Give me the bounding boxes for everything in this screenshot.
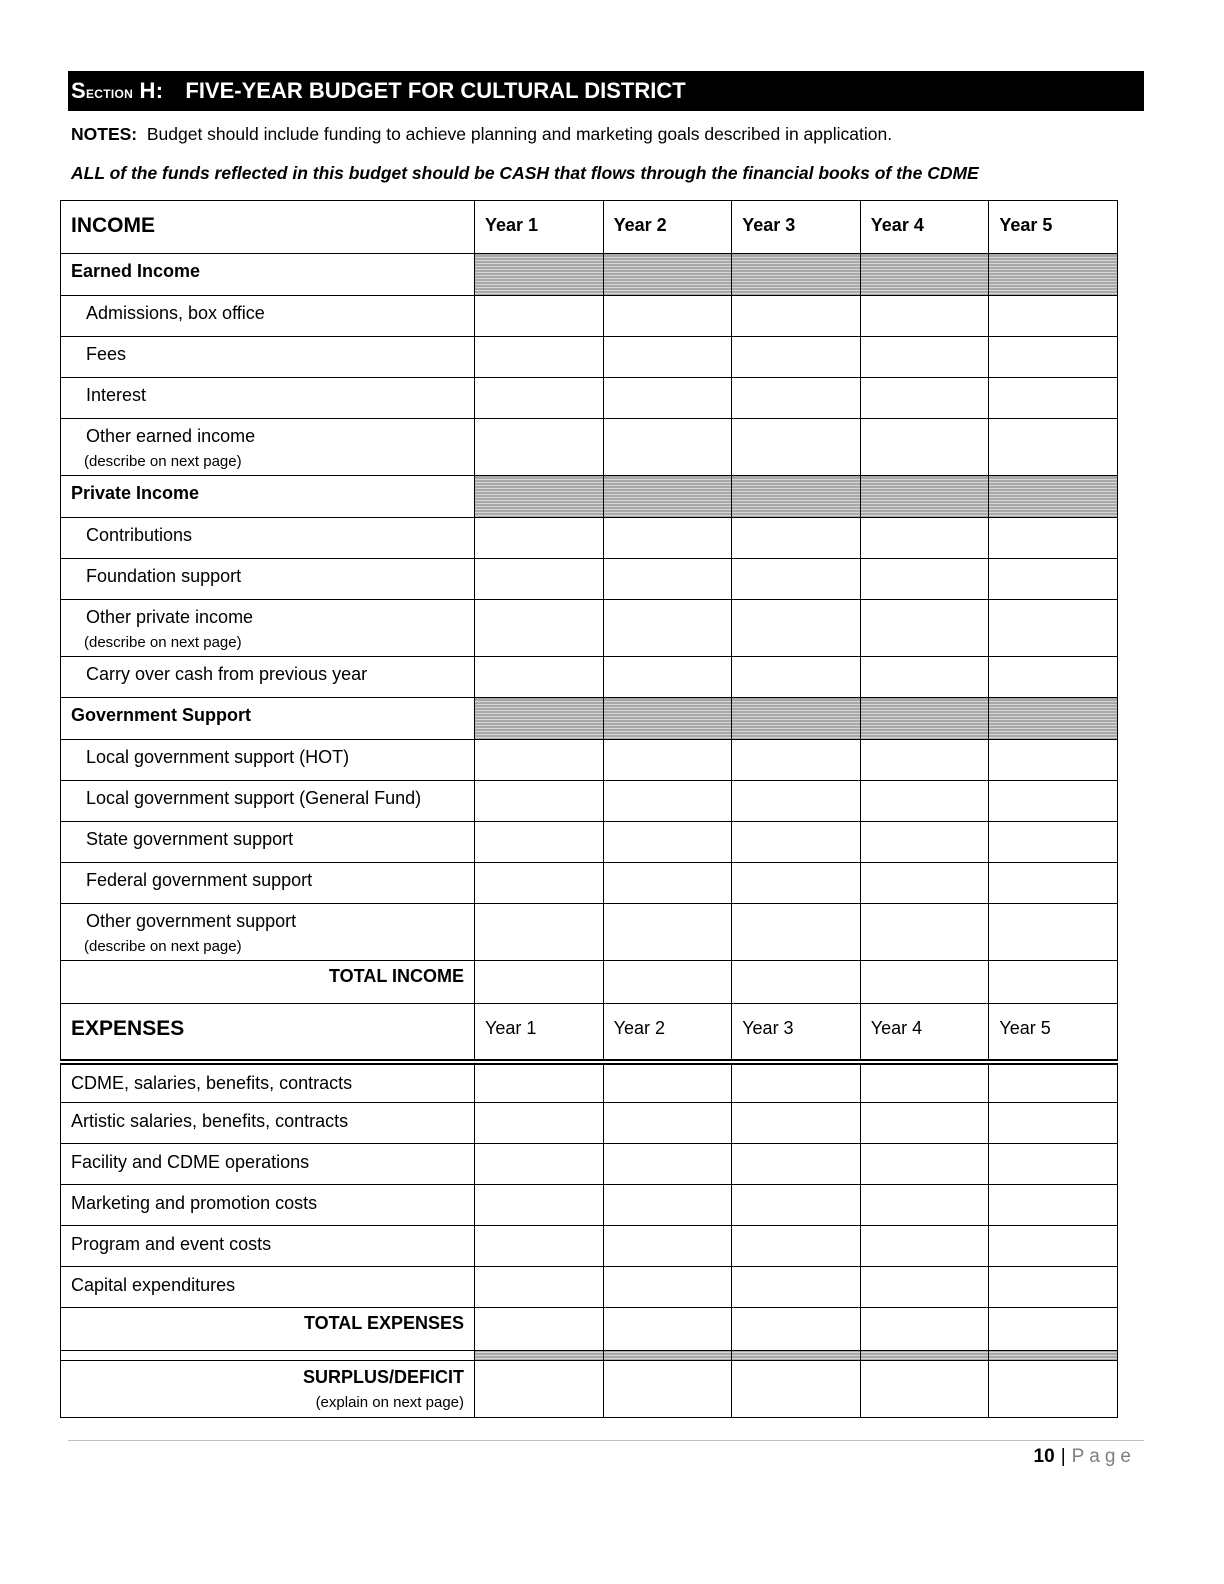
row-label: Facility and CDME operations	[61, 1144, 475, 1185]
entry-cell[interactable]	[603, 559, 732, 600]
entry-cell[interactable]	[989, 740, 1118, 781]
table-row	[61, 863, 1118, 904]
entry-cell[interactable]	[732, 1062, 861, 1103]
entry-cell[interactable]	[475, 1103, 604, 1144]
entry-cell[interactable]	[989, 1144, 1118, 1185]
section-header	[68, 71, 1144, 111]
row-label-note: (describe on next page)	[84, 453, 242, 470]
entry-cell[interactable]	[860, 961, 989, 1004]
row-label: Foundation support	[61, 559, 475, 600]
entry-cell[interactable]	[860, 337, 989, 378]
entry-cell[interactable]	[475, 781, 604, 822]
entry-cell[interactable]	[732, 822, 861, 863]
entry-cell[interactable]	[603, 1267, 732, 1308]
row-label: Marketing and promotion costs	[61, 1185, 475, 1226]
year-1-header: Year 1	[475, 1004, 604, 1062]
entry-cell[interactable]	[475, 378, 604, 419]
row-label	[61, 600, 475, 657]
entry-cell[interactable]	[860, 559, 989, 600]
entry-cell[interactable]	[989, 419, 1118, 476]
entry-cell[interactable]	[860, 781, 989, 822]
entry-cell[interactable]	[989, 657, 1118, 698]
row-label-text: Other private income	[86, 607, 254, 627]
private-income-title: Private Income	[61, 476, 475, 518]
shaded-cell	[732, 254, 861, 296]
entry-cell[interactable]	[732, 1144, 861, 1185]
entry-cell[interactable]	[475, 904, 604, 961]
year-1-header: Year 1	[475, 201, 604, 254]
entry-cell[interactable]	[989, 378, 1118, 419]
notes-text: Budget should include funding to achieve planning and marketing goals described in application.	[146, 124, 893, 144]
total-expenses-row	[61, 1308, 1118, 1351]
table-row	[61, 1226, 1118, 1267]
row-label: State government support	[61, 822, 475, 863]
row-label: Capital expenditures	[61, 1267, 475, 1308]
shaded-cell	[989, 698, 1118, 740]
income-header-row	[61, 201, 1118, 254]
entry-cell[interactable]	[475, 863, 604, 904]
shaded-cell	[860, 254, 989, 296]
entry-cell[interactable]	[475, 1308, 604, 1351]
entry-cell[interactable]	[475, 600, 604, 657]
shaded-cell	[860, 476, 989, 518]
entry-cell[interactable]	[860, 518, 989, 559]
table-row	[61, 1103, 1118, 1144]
entry-cell[interactable]	[989, 1062, 1118, 1103]
entry-cell[interactable]	[732, 961, 861, 1004]
shaded-cell	[732, 1351, 861, 1361]
row-label: Carry over cash from previous year	[61, 657, 475, 698]
surplus-deficit-note: (explain on next page)	[315, 1394, 464, 1411]
total-income-label: TOTAL INCOME	[61, 961, 475, 1004]
expenses-header-row	[61, 1004, 1118, 1062]
row-label	[61, 904, 475, 961]
entry-cell[interactable]	[475, 657, 604, 698]
entry-cell[interactable]	[732, 559, 861, 600]
private-income-group-row	[61, 476, 1118, 518]
entry-cell[interactable]	[732, 1185, 861, 1226]
entry-cell[interactable]	[603, 781, 732, 822]
entry-cell[interactable]	[603, 657, 732, 698]
table-row	[61, 378, 1118, 419]
year-5-header: Year 5	[989, 1004, 1118, 1062]
entry-cell[interactable]	[732, 1226, 861, 1267]
entry-cell[interactable]	[989, 518, 1118, 559]
row-label: Local government support (General Fund)	[61, 781, 475, 822]
table-row	[61, 781, 1118, 822]
entry-cell[interactable]	[603, 1103, 732, 1144]
entry-cell[interactable]	[732, 518, 861, 559]
entry-cell[interactable]	[732, 657, 861, 698]
table-row	[61, 657, 1118, 698]
shaded-cell	[603, 1351, 732, 1361]
table-row	[61, 419, 1118, 476]
table-row	[61, 1062, 1118, 1103]
surplus-deficit-label	[61, 1361, 475, 1418]
shaded-cell	[732, 476, 861, 518]
entry-cell[interactable]	[603, 378, 732, 419]
entry-cell[interactable]	[989, 1185, 1118, 1226]
entry-cell[interactable]	[603, 822, 732, 863]
expenses-heading: EXPENSES	[61, 1004, 475, 1062]
entry-cell[interactable]	[603, 1144, 732, 1185]
section-prefix-rest: ection	[85, 83, 134, 102]
row-label: Program and event costs	[61, 1226, 475, 1267]
table-row	[61, 559, 1118, 600]
entry-cell[interactable]	[603, 1226, 732, 1267]
entry-cell[interactable]	[732, 337, 861, 378]
entry-cell[interactable]	[603, 1308, 732, 1351]
entry-cell[interactable]	[989, 961, 1118, 1004]
table-row	[61, 1185, 1118, 1226]
page-number	[1034, 1446, 1136, 1468]
surplus-separator-row	[61, 1351, 1118, 1361]
entry-cell[interactable]	[989, 781, 1118, 822]
entry-cell[interactable]	[475, 1267, 604, 1308]
budget-table	[60, 200, 1118, 1418]
shaded-cell	[475, 476, 604, 518]
table-row	[61, 600, 1118, 657]
entry-cell[interactable]	[732, 740, 861, 781]
entry-cell[interactable]	[989, 863, 1118, 904]
notes	[71, 124, 1141, 145]
entry-cell[interactable]	[989, 600, 1118, 657]
row-label	[61, 419, 475, 476]
shaded-cell	[475, 1351, 604, 1361]
row-label: Artistic salaries, benefits, contracts	[61, 1103, 475, 1144]
cash-note: ALL of the funds reflected in this budget should be CASH that flows through the financial books of the CDME	[71, 163, 979, 183]
row-label: Contributions	[61, 518, 475, 559]
entry-cell[interactable]	[603, 1062, 732, 1103]
row-label-note: (describe on next page)	[84, 938, 242, 955]
total-income-row	[61, 961, 1118, 1004]
earned-income-group-row	[61, 254, 1118, 296]
section-prefix-initial: S	[71, 78, 86, 103]
shaded-cell	[475, 254, 604, 296]
entry-cell[interactable]	[603, 863, 732, 904]
entry-cell[interactable]	[603, 296, 732, 337]
separator-cell	[61, 1351, 475, 1361]
row-label-text: Other government support	[86, 911, 297, 931]
year-3-header: Year 3	[732, 201, 861, 254]
notes-label: NOTES:	[71, 124, 138, 144]
table-row	[61, 518, 1118, 559]
entry-cell[interactable]	[475, 1062, 604, 1103]
section-prefix	[71, 78, 163, 104]
shaded-cell	[603, 698, 732, 740]
entry-cell[interactable]	[732, 1267, 861, 1308]
entry-cell[interactable]	[860, 1062, 989, 1103]
surplus-deficit-row	[61, 1361, 1118, 1418]
table-row	[61, 740, 1118, 781]
footer-divider	[68, 1440, 1144, 1441]
year-3-header: Year 3	[732, 1004, 861, 1062]
entry-cell[interactable]	[475, 822, 604, 863]
entry-cell[interactable]	[989, 822, 1118, 863]
entry-cell[interactable]	[603, 961, 732, 1004]
entry-cell[interactable]	[732, 904, 861, 961]
row-label: Fees	[61, 337, 475, 378]
entry-cell[interactable]	[860, 740, 989, 781]
entry-cell[interactable]	[475, 1144, 604, 1185]
entry-cell[interactable]	[860, 1103, 989, 1144]
entry-cell[interactable]	[860, 296, 989, 337]
shaded-cell	[989, 254, 1118, 296]
entry-cell[interactable]	[603, 600, 732, 657]
table-row	[61, 337, 1118, 378]
year-5-header: Year 5	[989, 201, 1118, 254]
shaded-cell	[475, 698, 604, 740]
entry-cell[interactable]	[475, 518, 604, 559]
entry-cell[interactable]	[989, 296, 1118, 337]
shaded-cell	[860, 698, 989, 740]
year-2-header: Year 2	[603, 201, 732, 254]
section-title: FIVE-YEAR BUDGET FOR CULTURAL DISTRICT	[185, 78, 686, 103]
entry-cell[interactable]	[732, 296, 861, 337]
earned-income-title: Earned Income	[61, 254, 475, 296]
year-4-header: Year 4	[860, 1004, 989, 1062]
entry-cell[interactable]	[860, 378, 989, 419]
entry-cell[interactable]	[860, 1226, 989, 1267]
shaded-cell	[989, 1351, 1118, 1361]
table-row	[61, 1267, 1118, 1308]
table-row	[61, 904, 1118, 961]
entry-cell[interactable]	[860, 1144, 989, 1185]
shaded-cell	[989, 476, 1118, 518]
entry-cell[interactable]	[475, 1185, 604, 1226]
entry-cell[interactable]	[475, 961, 604, 1004]
shaded-cell	[860, 1351, 989, 1361]
entry-cell[interactable]	[860, 1361, 989, 1418]
entry-cell[interactable]	[603, 337, 732, 378]
government-support-group-row	[61, 698, 1118, 740]
shaded-cell	[732, 698, 861, 740]
entry-cell[interactable]	[475, 296, 604, 337]
entry-cell[interactable]	[989, 1267, 1118, 1308]
page-word: Page	[1071, 1446, 1136, 1467]
entry-cell[interactable]	[475, 740, 604, 781]
entry-cell[interactable]	[989, 1226, 1118, 1267]
row-label: Interest	[61, 378, 475, 419]
entry-cell[interactable]	[989, 559, 1118, 600]
section-letter: H:	[139, 78, 164, 103]
entry-cell[interactable]	[732, 1103, 861, 1144]
entry-cell[interactable]	[860, 657, 989, 698]
entry-cell[interactable]	[475, 1226, 604, 1267]
entry-cell[interactable]	[475, 1361, 604, 1418]
entry-cell[interactable]	[989, 337, 1118, 378]
entry-cell[interactable]	[989, 1308, 1118, 1351]
page-separator: |	[1060, 1446, 1066, 1467]
row-label-text: Other earned income	[86, 426, 256, 446]
entry-cell[interactable]	[603, 419, 732, 476]
entry-cell[interactable]	[989, 904, 1118, 961]
row-label: Federal government support	[61, 863, 475, 904]
entry-cell[interactable]	[860, 904, 989, 961]
entry-cell[interactable]	[860, 600, 989, 657]
entry-cell[interactable]	[603, 1185, 732, 1226]
entry-cell[interactable]	[989, 1103, 1118, 1144]
entry-cell[interactable]	[732, 863, 861, 904]
table-row	[61, 822, 1118, 863]
income-heading: INCOME	[61, 201, 475, 254]
year-2-header: Year 2	[603, 1004, 732, 1062]
entry-cell[interactable]	[732, 781, 861, 822]
entry-cell[interactable]	[989, 1361, 1118, 1418]
entry-cell[interactable]	[475, 559, 604, 600]
year-4-header: Year 4	[860, 201, 989, 254]
entry-cell[interactable]	[603, 904, 732, 961]
entry-cell[interactable]	[860, 419, 989, 476]
entry-cell[interactable]	[860, 1308, 989, 1351]
surplus-deficit-text: SURPLUS/DEFICIT	[302, 1367, 464, 1387]
entry-cell[interactable]	[732, 600, 861, 657]
shaded-cell	[603, 254, 732, 296]
entry-cell[interactable]	[475, 419, 604, 476]
table-row	[61, 296, 1118, 337]
shaded-cell	[603, 476, 732, 518]
entry-cell[interactable]	[860, 1267, 989, 1308]
entry-cell[interactable]	[860, 822, 989, 863]
entry-cell[interactable]	[860, 1185, 989, 1226]
government-support-title: Government Support	[61, 698, 475, 740]
entry-cell[interactable]	[475, 337, 604, 378]
entry-cell[interactable]	[603, 518, 732, 559]
row-label: CDME, salaries, benefits, contracts	[61, 1062, 475, 1103]
entry-cell[interactable]	[603, 1361, 732, 1418]
row-label-note: (describe on next page)	[84, 634, 242, 651]
entry-cell[interactable]	[603, 740, 732, 781]
entry-cell[interactable]	[732, 419, 861, 476]
entry-cell[interactable]	[732, 1361, 861, 1418]
row-label: Local government support (HOT)	[61, 740, 475, 781]
entry-cell[interactable]	[732, 378, 861, 419]
entry-cell[interactable]	[860, 863, 989, 904]
page-number-value: 10	[1033, 1446, 1055, 1467]
entry-cell[interactable]	[732, 1308, 861, 1351]
total-expenses-label: TOTAL EXPENSES	[61, 1308, 475, 1351]
table-row	[61, 1144, 1118, 1185]
row-label: Admissions, box office	[61, 296, 475, 337]
